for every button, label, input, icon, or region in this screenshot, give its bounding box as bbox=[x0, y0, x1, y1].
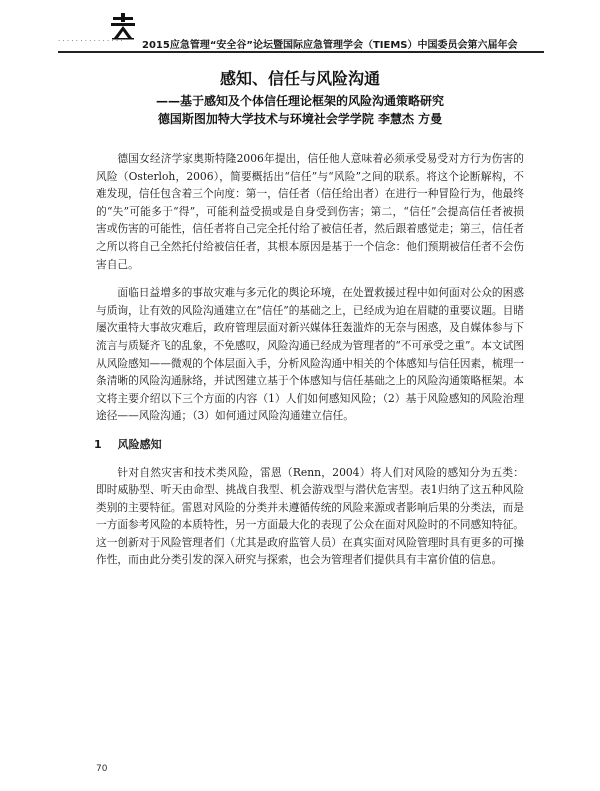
body-paragraph: 面临日益增多的事故灾难与多元化的舆论环境，在处置救援过程中如何面对公众的困惑与质询，让有效的风险沟通建立在“信任”的基础之上，已经成为迫在眉睫的重要议题。目睹屡次重特大事故灾难后，政府管理层面对新兴媒体狂轰滥炸的无奈与困惑，及自媒体参与下流言与质疑齐飞的乱象，不免感叹，风险沟通已经成为管理者的“不可承受之重”。本文试图从风险感知——微观的个体层面入手，分析风险沟通中相关的个体感知与信任因素，梳理一条清晰的风险沟通脉络，并试图建立基于个体感知与信任基础之上的风险沟通策略框架。本文将主要介绍以下三个方面的内容（1）人们如何感知风险；（2）基于风险感知的风险治理途径——风险沟通；（3）如何通过风险沟通建立信任。 bbox=[96, 286, 524, 423]
section-number: 1 bbox=[94, 437, 102, 451]
page-number: 70 bbox=[96, 764, 108, 774]
running-header bbox=[58, 12, 544, 52]
body-paragraph: 针对自然灾害和技术类风险，雷恩（Renn，2004）将人们对风险的感知分为五类：即时威胁型、听天由命型、挑战自我型、机会游戏型与潜伏危害型。表1归纳了这五种风险类别的主要特征。雷恩对风险的分类并未遵循传统的风险来源或者影响后果的分类法，而是一方面参考风险的本质特性，另一方面最大化的表现了公众在面对风险时的不同感知特征。这一创新对于风险管理者们（尤其是政府监管人员）在真实面对风险管理时具有更多的可操作性，而由此分类引发的深入研究与探索，也会为管理者们提供具有丰富价值的信息。 bbox=[96, 465, 524, 567]
section-heading bbox=[94, 436, 524, 454]
article-body bbox=[96, 150, 524, 580]
article-title: 感知、信任与风险沟通 bbox=[219, 69, 380, 88]
header-rule bbox=[58, 51, 544, 53]
conference-logo-icon bbox=[110, 12, 136, 40]
section-title: 风险感知 bbox=[117, 437, 162, 451]
author-affiliation: 德国斯图加特大学技术与环境社会学学院 李慧杰 方曼 bbox=[157, 112, 443, 126]
header-dot-rule: · · · · · · · · · · · · · · · bbox=[58, 37, 123, 45]
article-subtitle: ——基于感知及个体信任理论框架的风险沟通策略研究 bbox=[155, 94, 444, 108]
body-paragraph: 德国女经济学家奥斯特隆2006年提出，信任他人意味着必须承受易受对方行为伤害的风险（Osterloh，2006），简要概括出“信任”与“风险”之间的联系。将这个论断解构，不难发现，信任包含着三个向度：第一，信任者（信任给出者）在进行一种冒险行为，他最终的“失”可能多于“得”，可能利益受损或是自身受到伤害；第二，“信任”会提高信任者被损害或伤害的可能性，信任者将自己完全托付给了被信任者，然后跟着感觉走；第三，信任者之所以将自己全然托付给被信任者，其根本原因是基于一个信念：他们预期被信任者不会伤害自己。 bbox=[96, 152, 524, 271]
conference-header-text: 2015应急管理“安全谷”论坛暨国际应急管理学会（TIEMS）中国委员会第六届年会 bbox=[142, 40, 518, 51]
